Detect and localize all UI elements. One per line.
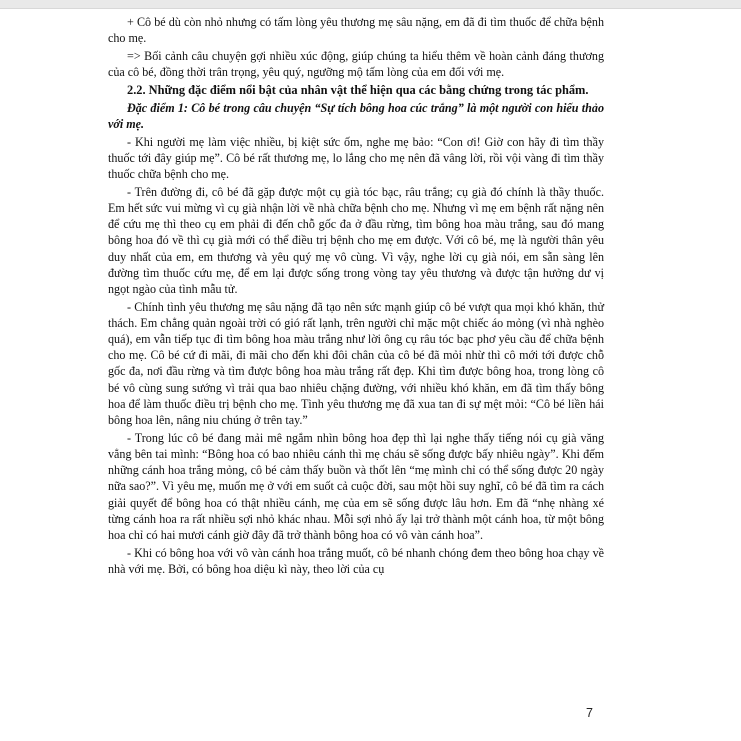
body-paragraph: - Khi người mẹ làm việc nhiều, bị kiệt sức ốm, nghe mẹ bảo: “Con ơi! Giờ con hãy đi tìm thầy thuốc tới đây giúp mẹ”. Cô bé rất thương mẹ, lo lắng cho mẹ nên đã vâng lời, rồi vội vàng đi tìm thầy thuốc chữa bệnh cho mẹ. bbox=[108, 134, 604, 182]
page-number: 7 bbox=[586, 706, 593, 720]
body-paragraph: - Trên đường đi, cô bé đã gặp được một cụ già tóc bạc, râu trắng; cụ già đó chính là thầy thuốc. Em hết sức vui mừng vì cụ già nhận lời về nhà chữa bệnh cho mẹ. Nhưng vì mẹ em bệnh rất nặng nên để cứu mẹ thì theo cụ em phải đi đến chỗ gốc đa ở đầu rừng, tìm bông hoa màu trắng, sau đó mang bông hoa đó về thì cụ già mới có thể điều trị bệnh cho mẹ em được. Với cô bé, mẹ là người thân yêu duy nhất của em, em thương và yêu quý mẹ vô cùng. Vì vậy, nghe lời cụ già nói, em sẵn sàng lên đường tìm thuốc cứu mẹ, để em lại được sống trong vòng tay yêu thương và được tận hưởng dư vị ngọt ngào của tình mẫu tử. bbox=[108, 184, 604, 296]
viewer-top-edge bbox=[0, 0, 741, 9]
section-heading: 2.2. Những đặc điểm nổi bật của nhân vật thể hiện qua các bằng chứng trong tác phẩm. bbox=[127, 82, 589, 97]
paragraph-summary: => Bối cảnh câu chuyện gợi nhiều xúc động, giúp chúng ta hiểu thêm về hoàn cảnh đáng thương của cô bé, đồng thời trân trọng, yêu quý, ngưỡng mộ tấm lòng của em đối với mẹ. bbox=[108, 48, 604, 80]
body-paragraph: - Trong lúc cô bé đang mải mê ngắm nhìn bông hoa đẹp thì lại nghe thấy tiếng nói cụ già văng vẳng bên tai mình: “Bông hoa có bao nhiêu cánh thì mẹ cháu sẽ sống được bấy nhiêu ngày”. Khi đếm những cánh hoa trắng mỏng, cô bé cảm thấy buồn và thốt lên “mẹ mình chỉ có thể sống được 20 ngày nữa sao?”. Vì yêu mẹ, muốn mẹ ở với em suốt cả cuộc đời, sau một hồi suy nghĩ, cô bé đã tìm ra cách giải quyết để bông hoa có thật nhiều cánh, mẹ của em sẽ sống được lâu hơn. Em đã “nhẹ nhàng xé từng cánh hoa ra rất nhiều sợi nhỏ khác nhau. Mỗi sợi nhỏ ấy lại trở thành một cánh hoa, từ một bông hoa chỉ có hai mươi cánh giờ đây đã trở thành bông hoa có vô vàn cánh hoa”. bbox=[108, 430, 604, 542]
paragraph-bullet: + Cô bé dù còn nhỏ nhưng có tấm lòng yêu thương mẹ sâu nặng, em đã đi tìm thuốc để chữa bệnh cho mẹ. bbox=[108, 15, 604, 46]
document-page bbox=[108, 14, 604, 732]
body-paragraph: - Chính tình yêu thương mẹ sâu nặng đã tạo nên sức mạnh giúp cô bé vượt qua mọi khó khăn, thử thách. Em chẳng quản ngoài trời có gió rất lạnh, trên người chỉ mặc một chiếc áo mỏng (vì nhà nghèo quá), em vẫn tiếp tục đi tìm bông hoa màu trắng như lời ông cụ râu tóc bạc phơ yêu cầu để chữa bệnh cho mẹ. Cô bé cứ đi mãi, đi mãi cho đến khi đôi chân của cô bé đã mỏi nhừ thì cô mới tới được chỗ gốc đa, nơi đầu rừng và tìm được bông hoa màu trắng rất đẹp. Khi tìm được bông hoa, trong lòng cô bé vô cùng sung sướng vì trải qua bao nhiêu chặng đường, với nhiều khó khăn, em đã tìm thấy bông hoa để làm thuốc điều trị bệnh cho mẹ. Tình yêu thương mẹ đã xua tan đi sự mệt mỏi: “Cô bé liền hái bông hoa lên, nâng niu chúng ở trên tay.” bbox=[108, 299, 604, 428]
body-paragraph: - Khi có bông hoa với vô vàn cánh hoa trắng muốt, cô bé nhanh chóng đem theo bông hoa chạy về nhà với mẹ. Bởi, có bông hoa diệu kì này, theo lời của cụ bbox=[108, 545, 604, 576]
feature-heading: Đặc điểm 1: Cô bé trong câu chuyện “Sự tích bông hoa cúc trắng” là một người con hiếu thảo với mẹ. bbox=[108, 100, 604, 131]
